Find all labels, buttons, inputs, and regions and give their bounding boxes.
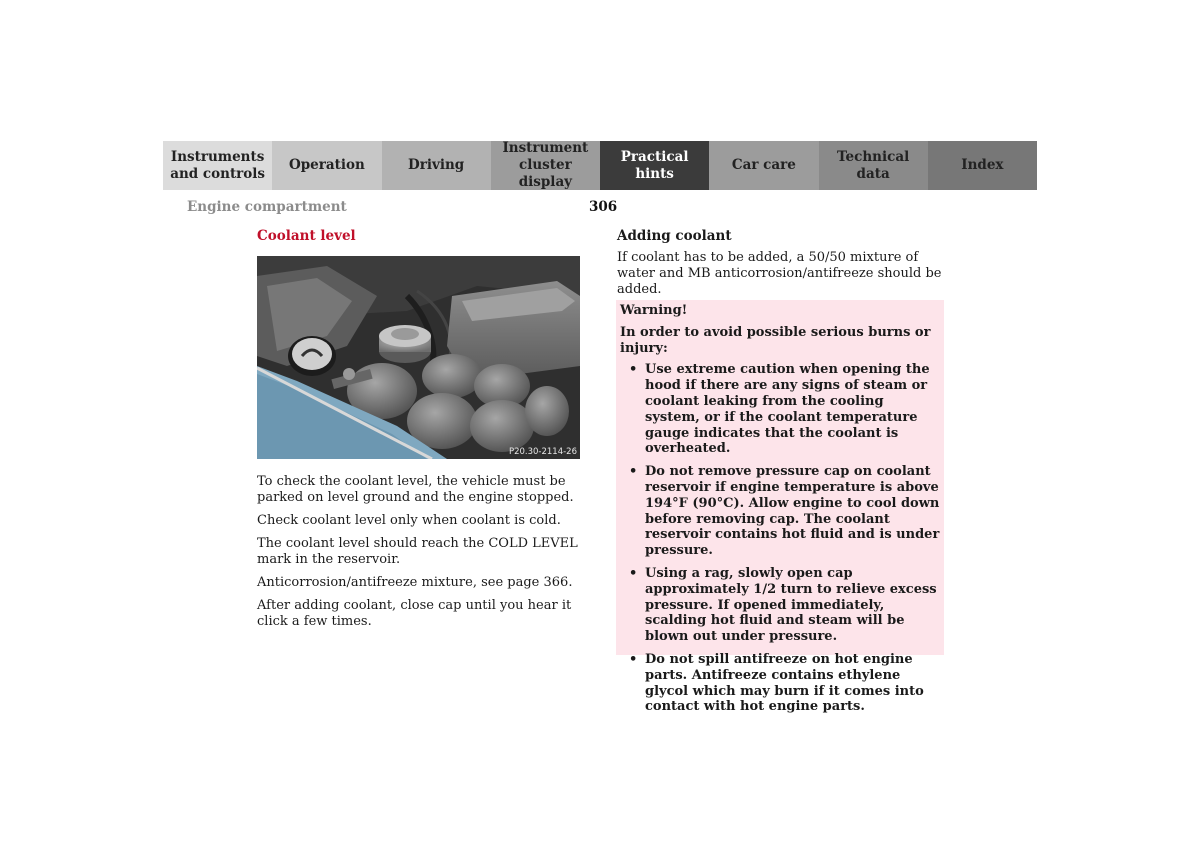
- bullet-icon: •: [629, 464, 638, 480]
- right-column: [617, 228, 945, 298]
- tab-technical-data[interactable]: Technical data: [819, 141, 928, 190]
- tab-car-care[interactable]: Car care: [709, 141, 818, 190]
- warning-lead: In order to avoid possible serious burns or injury:: [620, 324, 931, 356]
- paragraph: After adding coolant, close cap until you hear it click a few times.: [257, 598, 572, 629]
- warning-item: [620, 464, 940, 559]
- bullet-icon: •: [629, 565, 638, 581]
- tab-instrument-cluster-display[interactable]: Instrument cluster display: [491, 141, 600, 190]
- engine-illustration-svg: [257, 256, 580, 459]
- warning-item-text: Use extreme caution when opening the hood if there are any signs of steam or coolant leaking from the cooling system, or if the coolant temperature gauge indicates that the coolant is overheated.: [645, 362, 930, 457]
- left-column: [257, 228, 587, 244]
- figure-code: P20.30-2114-26: [508, 447, 577, 457]
- paragraph: Check coolant level only when coolant is cold.: [257, 513, 561, 528]
- warning-item-text: Using a rag, slowly open cap approximately 1/2 turn to relieve excess pressure. If opened immediately, scalding hot fluid and steam will be blown out under pressure.: [645, 565, 937, 645]
- tab-driving[interactable]: Driving: [382, 141, 491, 190]
- warning-item-text: Do not spill antifreeze on hot engine parts. Antifreeze contains ethylene glycol which may burn if it comes into contact with hot engine parts.: [645, 651, 924, 715]
- tab-operation[interactable]: Operation: [272, 141, 381, 190]
- warning-item: [620, 566, 940, 645]
- warning-box: [616, 300, 944, 715]
- tab-instruments-and-controls[interactable]: Instruments and controls: [163, 141, 272, 190]
- warning-item: [620, 362, 940, 457]
- coolant-level-heading: Coolant level: [257, 228, 356, 244]
- tab-index[interactable]: Index: [928, 141, 1037, 190]
- bullet-icon: •: [629, 651, 638, 667]
- tab-practical-hints[interactable]: Practical hints: [600, 141, 709, 190]
- warning-title: Warning!: [620, 303, 688, 318]
- adding-coolant-intro: If coolant has to be added, a 50/50 mixture of water and MB anticorrosion/antifreeze should be added.: [617, 250, 942, 297]
- page-number: 306: [589, 199, 618, 215]
- paragraph: To check the coolant level, the vehicle must be parked on level ground and the engine stopped.: [257, 474, 574, 505]
- warning-item: [620, 652, 940, 715]
- chapter-nav: [163, 141, 1037, 190]
- coolant-instructions: [257, 474, 587, 637]
- warning-list: [620, 362, 940, 715]
- bullet-icon: •: [629, 362, 638, 378]
- section-title: Engine compartment: [187, 199, 347, 215]
- engine-compartment-illustration: [257, 256, 580, 459]
- paragraph: The coolant level should reach the COLD LEVEL mark in the reservoir.: [257, 536, 578, 567]
- paragraph: Anticorrosion/antifreeze mixture, see page 366.: [257, 575, 573, 590]
- adding-coolant-heading: Adding coolant: [617, 228, 732, 244]
- warning-item-text: Do not remove pressure cap on coolant reservoir if engine temperature is above 194°F (90°C). Allow engine to cool down before removing cap. The coolant reservoir contains hot fluid and is under pressure.: [645, 464, 940, 559]
